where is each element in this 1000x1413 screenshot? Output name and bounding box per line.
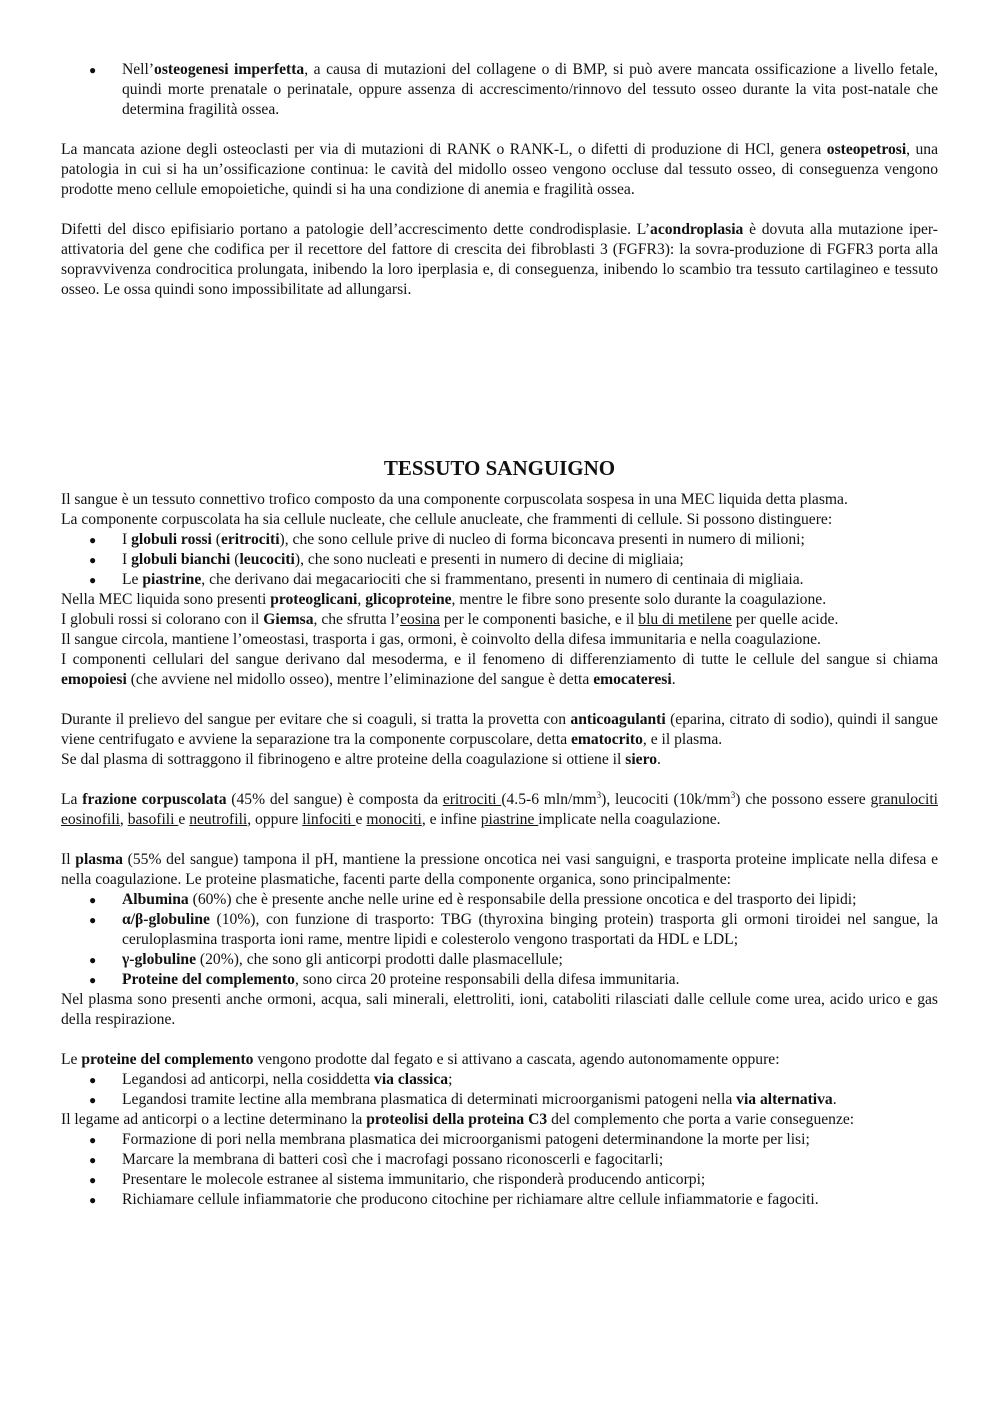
intro-line-1: Il sangue è un tessuto connettivo trofico composto da una componente corpuscolata sospesa in una MEC liquida detta plasma.	[61, 491, 848, 508]
list-item: ● I globuli bianchi (leucociti), che sono nucleati e presenti in numero di decine di migliaia;	[61, 550, 938, 570]
list-item: ● α/β-globuline (10%), con funzione di trasporto: TBG (thyroxina binging protein) trasporta gli ormoni tiroidei nel sangue, la ceruloplasmina trasporta ioni rame, mentre lipidi e colesterolo vengono trasportati da HDL e LDL;	[61, 910, 938, 950]
paragraph-plasma-tail: Nel plasma sono presenti anche ormoni, acqua, sali minerali, elettroliti, ioni, cataboliti rilasciati dalle cellule come urea, acido urico e gas della respirazione.	[61, 991, 938, 1028]
intro-line-3: Nella MEC liquida sono presenti proteoglicani, glicoproteine, mentre le fibre sono presente solo durante la coagulazione.	[61, 591, 827, 608]
paragraph-c3: Il legame ad anticorpi o a lectine determinano la proteolisi della proteina C3 del complemento che porta a varie conseguenze:	[61, 1111, 855, 1128]
complement-pathways-list	[61, 1070, 938, 1110]
list-item: ● Proteine del complemento, sono circa 20 proteine responsabili della difesa immunitaria.	[61, 970, 938, 990]
list-item: ● γ-globuline (20%), che sono gli anticorpi prodotti dalle plasmacellule;	[61, 950, 938, 970]
complement-consequences-list	[61, 1130, 938, 1210]
list-item: ● Marcare la membrana di batteri così che i macrofagi possano riconoscerli e fagocitarli;	[61, 1150, 938, 1170]
list-item: ● Le piastrine, che derivano dai megacariociti che si frammentano, presenti in numero di centinaia di migliaia.	[61, 570, 938, 590]
osteogenesis-list	[61, 60, 938, 120]
intro-line-4: I globuli rossi si colorano con il Giemsa, che sfrutta l’eosina per le componenti basiche, e il blu di metilene per quelle acide.	[61, 611, 839, 628]
list-item: ● Legandosi tramite lectine alla membrana plasmatica di determinati microorganismi patogeni nella via alternativa.	[61, 1090, 938, 1110]
paragraph-frazione: La frazione corpuscolata (45% del sangue) è composta da eritrociti (4.5-6 mln/$mm^3$), leucociti $(10k/mm^3)$ che possono essere granulociti eosinofili, basofili e neutrofili, oppure linfociti e monociti, e infine piastrine implicate nella coagulazione.	[61, 789, 939, 828]
section-heading: TESSUTO SANGUIGNO	[383, 456, 616, 480]
list-item-osteogenesi: ● Nell’osteogenesi imperfetta, a causa di mutazioni del collagene o di BMP, si può avere mancata ossificazione a livello fetale, quindi morte prenatale o perinatale, oppure assenza di accrescimento/rinnovo del tessuto osseo durante la vita post-natale che determina fragilità ossea.	[61, 60, 938, 120]
list-item: ● Presentare le molecole estranee al sistema immunitario, che risponderà producendo anticorpi;	[61, 1170, 938, 1190]
intro-line-6: I componenti cellulari del sangue derivano dal mesoderma, e il fenomeno di differenziamento di tutte le cellule del sangue si chiama emopoiesi (che avviene nel midollo osseo), mentre l’eliminazione del sangue è detta emocateresi.	[61, 651, 938, 688]
paragraph-complemento: Le proteine del complemento vengono prodotte dal fegato e si attivano a cascata, agendo autonomamente oppure:	[61, 1051, 780, 1068]
paragraph-plasma: Il plasma (55% del sangue) tampona il pH, mantiene la pressione oncotica nei vasi sanguigni, e trasporta proteine implicate nella difesa e nella coagulazione. Le proteine plasmatiche, facenti parte della componente organica, sono principalmente:	[61, 851, 938, 888]
list-item: ● Legandosi ad anticorpi, nella cosiddetta via classica;	[61, 1070, 938, 1090]
paragraph-prelievo: Durante il prelievo del sangue per evitare che si coaguli, si tratta la provetta con anticoagulanti (eparina, citrato di sodio), quindi il sangue viene centrifugato e avviene la separazione tra la componente corpuscolare, detta ematocrito, e il plasma.	[61, 711, 938, 748]
document-page	[61, 60, 938, 1210]
cell-types-list	[61, 530, 938, 590]
list-item: ● I globuli rossi (eritrociti), che sono cellule prive di nucleo di forma biconcava presenti in numero di milioni;	[61, 530, 938, 550]
intro-line-5: Il sangue circola, mantiene l’omeostasi, trasporta i gas, ormoni, è coinvolto della difesa immunitaria e nella coagulazione.	[61, 631, 821, 648]
list-item: ● Richiamare cellule infiammatorie che producono citochine per richiamare altre cellule infiammatorie e fagociti.	[61, 1190, 938, 1210]
paragraph-osteopetrosi: La mancata azione degli osteoclasti per via di mutazioni di RANK o RANK-L, o difetti di produzione di HCl, genera osteopetrosi, una patologia in cui si ha un’ossificazione continua: le cavità del midollo osseo vengono occluse dal tessuto osseo, di conseguenza vengono prodotte meno cellule emopoietiche, quindi si ha una condizione di anemia e fragilità ossea.	[61, 141, 939, 198]
list-item: ● Formazione di pori nella membrana plasmatica dei microorganismi patogeni determinandone la morte per lisi;	[61, 1130, 938, 1150]
list-item: ● Albumina (60%) che è presente anche nelle urine ed è responsabile della pressione oncotica e del trasporto dei lipidi;	[61, 890, 938, 910]
intro-line-2: La componente corpuscolata ha sia cellule nucleate, che cellule anucleate, che frammenti di cellule. Si possono distinguere:	[61, 511, 833, 528]
plasma-proteins-list	[61, 890, 938, 990]
paragraph-acondroplasia: Difetti del disco epifisiario portano a patologie dell’accrescimento dette condrodisplasie. L’acondroplasia è dovuta alla mutazione iper-attivatoria del gene che codifica per il recettore del fattore di crescita dei fibroblasti 3 (FGFR3): la sovra-produzione di FGFR3 porta alla sopravvivenza condrocitica prolungata, inibendo la loro iperplasia e, di conseguenza, inibendo lo scambio tra tessuto cartilagineo e tessuto osseo. Le ossa quindi sono impossibilitate ad allungarsi.	[61, 221, 938, 298]
paragraph-siero: Se dal plasma di sottraggono il fibrinogeno e altre proteine della coagulazione si ottiene il siero.	[61, 751, 661, 768]
